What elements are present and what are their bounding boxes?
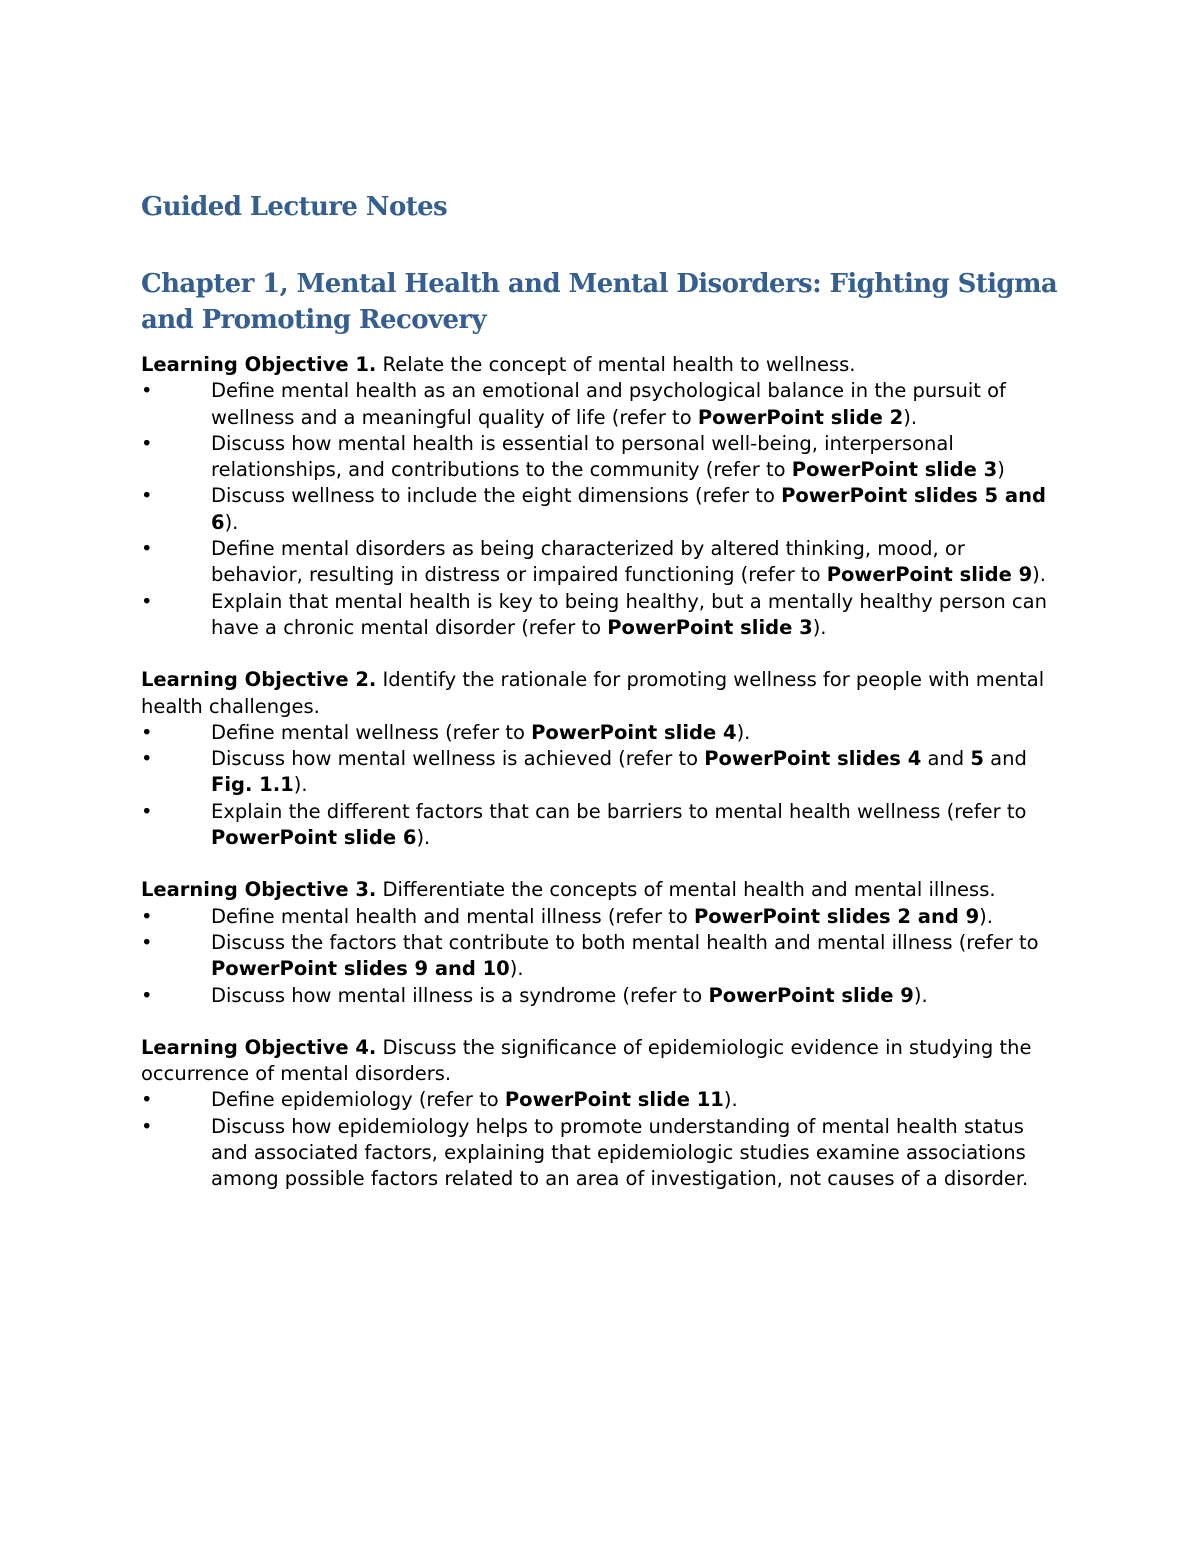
bullet-text: Define mental health as an emotional and psychological balance in the pursuit of wellness and a meaningful quality of life (refer to (211, 379, 1006, 429)
bullet-icon: • (141, 537, 153, 561)
bullet-text: Define mental disorders as being characterized by altered thinking, mood, or behavior, resulting in distress or impaired functioning (refer to (211, 537, 965, 587)
bold-reference: PowerPoint slides 9 and 10 (211, 957, 510, 981)
list-item (141, 431, 1061, 484)
bullet-text: Explain the different factors that can be barriers to mental health wellness (refer to (211, 799, 1027, 823)
bold-reference: PowerPoint slide 3 (791, 458, 998, 482)
objective-text: Identify the rationale for promoting wellness for people with mental health challenges. (141, 668, 1045, 718)
bullet-icon: • (141, 930, 153, 954)
bold-reference: PowerPoint slide 4 (531, 720, 737, 744)
bullet-text: Explain that mental health is key to being healthy, but a mentally healthy person can have a chronic mental disorder (refer to (211, 589, 1047, 639)
bold-reference: PowerPoint slides 4 (704, 747, 922, 771)
objective-bullet-list (141, 1087, 1061, 1192)
bullet-text: Discuss the factors that contribute to both mental health and mental illness (refer to (211, 930, 1039, 954)
bullet-icon: • (141, 720, 153, 744)
objective-label: Learning Objective 4. (141, 1035, 377, 1059)
bullet-text: ) (997, 458, 1005, 482)
list-item (141, 589, 1061, 642)
bullet-text: Define epidemiology (refer to (211, 1088, 505, 1112)
bullet-text: Define mental health and mental illness (refer to (211, 904, 694, 928)
list-item (141, 983, 1061, 1009)
bold-reference: PowerPoint slides 5 and 6 (211, 484, 1046, 534)
bullet-text: ). (293, 773, 308, 797)
objective-heading (141, 352, 1061, 378)
bullet-icon: • (141, 1088, 153, 1112)
bold-reference: PowerPoint slide 9 (708, 983, 914, 1007)
learning-objective-3 (141, 877, 1061, 1008)
bold-reference: PowerPoint slide 2 (697, 405, 904, 429)
list-item (141, 483, 1061, 536)
bullet-text: Define mental wellness (refer to (211, 720, 532, 744)
objective-bullet-list (141, 378, 1061, 641)
bullet-text: ). (903, 405, 918, 429)
objective-text: Differentiate the concepts of mental health and mental illness. (376, 878, 996, 902)
bold-reference: PowerPoint slide 6 (211, 826, 417, 850)
list-item (141, 378, 1061, 431)
objective-text: Discuss the significance of epidemiologic evidence in studying the occurrence of mental disorders. (141, 1035, 1032, 1086)
bullet-text: ). (736, 720, 751, 744)
list-item (141, 1087, 1061, 1113)
bullet-text: ). (416, 826, 431, 850)
list-item (141, 904, 1061, 930)
bullet-icon: • (141, 747, 153, 771)
bullet-text: ). (509, 957, 524, 981)
bullet-text: ). (979, 904, 993, 928)
bullet-icon: • (141, 431, 153, 455)
bold-reference: PowerPoint slide 3 (607, 615, 813, 639)
bullet-text: Discuss how mental illness is a syndrome (refer to (211, 983, 709, 1007)
bullet-text: Discuss how mental wellness is achieved (refer to (211, 747, 705, 771)
bullet-text: ). (224, 510, 239, 534)
bullet-text: ). (812, 615, 827, 639)
list-item (141, 930, 1061, 983)
bold-reference: PowerPoint slide 9 (826, 563, 1033, 587)
learning-objective-4 (141, 1035, 1061, 1193)
bullet-icon: • (141, 1114, 153, 1138)
objective-bullet-list (141, 904, 1061, 1009)
objective-label: Learning Objective 1. (141, 353, 377, 376)
bullet-icon: • (141, 484, 153, 508)
document-page (141, 188, 1061, 1219)
objective-heading (141, 877, 1061, 903)
bullet-text: Discuss how mental health is essential to personal well-being, interpersonal relationships, and contributions to the community (refer to (211, 431, 954, 482)
bold-reference: PowerPoint slide 11 (504, 1088, 724, 1112)
objectives-list (141, 352, 1061, 1193)
bold-reference: 5 (970, 747, 984, 771)
learning-objective-2 (141, 667, 1061, 851)
bullet-text: Discuss how epidemiology helps to promote understanding of mental health status and associated factors, explaining that epidemiologic studies examine associations among possible factors related to an area of investigation, not causes of a disorder. (211, 1114, 1029, 1191)
bullet-icon: • (141, 379, 153, 403)
bullet-text: and (921, 747, 971, 771)
list-item (141, 799, 1061, 852)
bullet-icon: • (141, 589, 153, 613)
bullet-icon: • (141, 904, 153, 928)
chapter-title: Chapter 1, Mental Health and Mental Disorders: Fighting Stigma and Promoting Recovery (141, 269, 1058, 335)
list-item (141, 536, 1061, 589)
bold-reference: PowerPoint slides 2 and 9 (693, 904, 980, 928)
bullet-icon: • (141, 983, 153, 1007)
document-title: Guided Lecture Notes (141, 192, 448, 222)
bold-reference: Fig. 1.1 (211, 773, 294, 797)
objective-label: Learning Objective 3. (141, 878, 377, 902)
bullet-text: ). (1032, 563, 1046, 587)
bullet-text: ). (723, 1088, 738, 1112)
objective-label: Learning Objective 2. (141, 668, 377, 692)
learning-objective-1 (141, 352, 1061, 641)
list-item (141, 1114, 1061, 1193)
objective-heading (141, 1035, 1061, 1088)
list-item (141, 720, 1061, 746)
objective-heading (141, 667, 1061, 720)
list-item (141, 746, 1061, 799)
bullet-text: and (983, 747, 1027, 771)
objective-text: Relate the concept of mental health to wellness. (376, 353, 856, 376)
bullet-text: ). (913, 983, 928, 1007)
objective-bullet-list (141, 720, 1061, 851)
bullet-text: Discuss wellness to include the eight dimensions (refer to (211, 484, 782, 508)
bullet-icon: • (141, 799, 153, 823)
